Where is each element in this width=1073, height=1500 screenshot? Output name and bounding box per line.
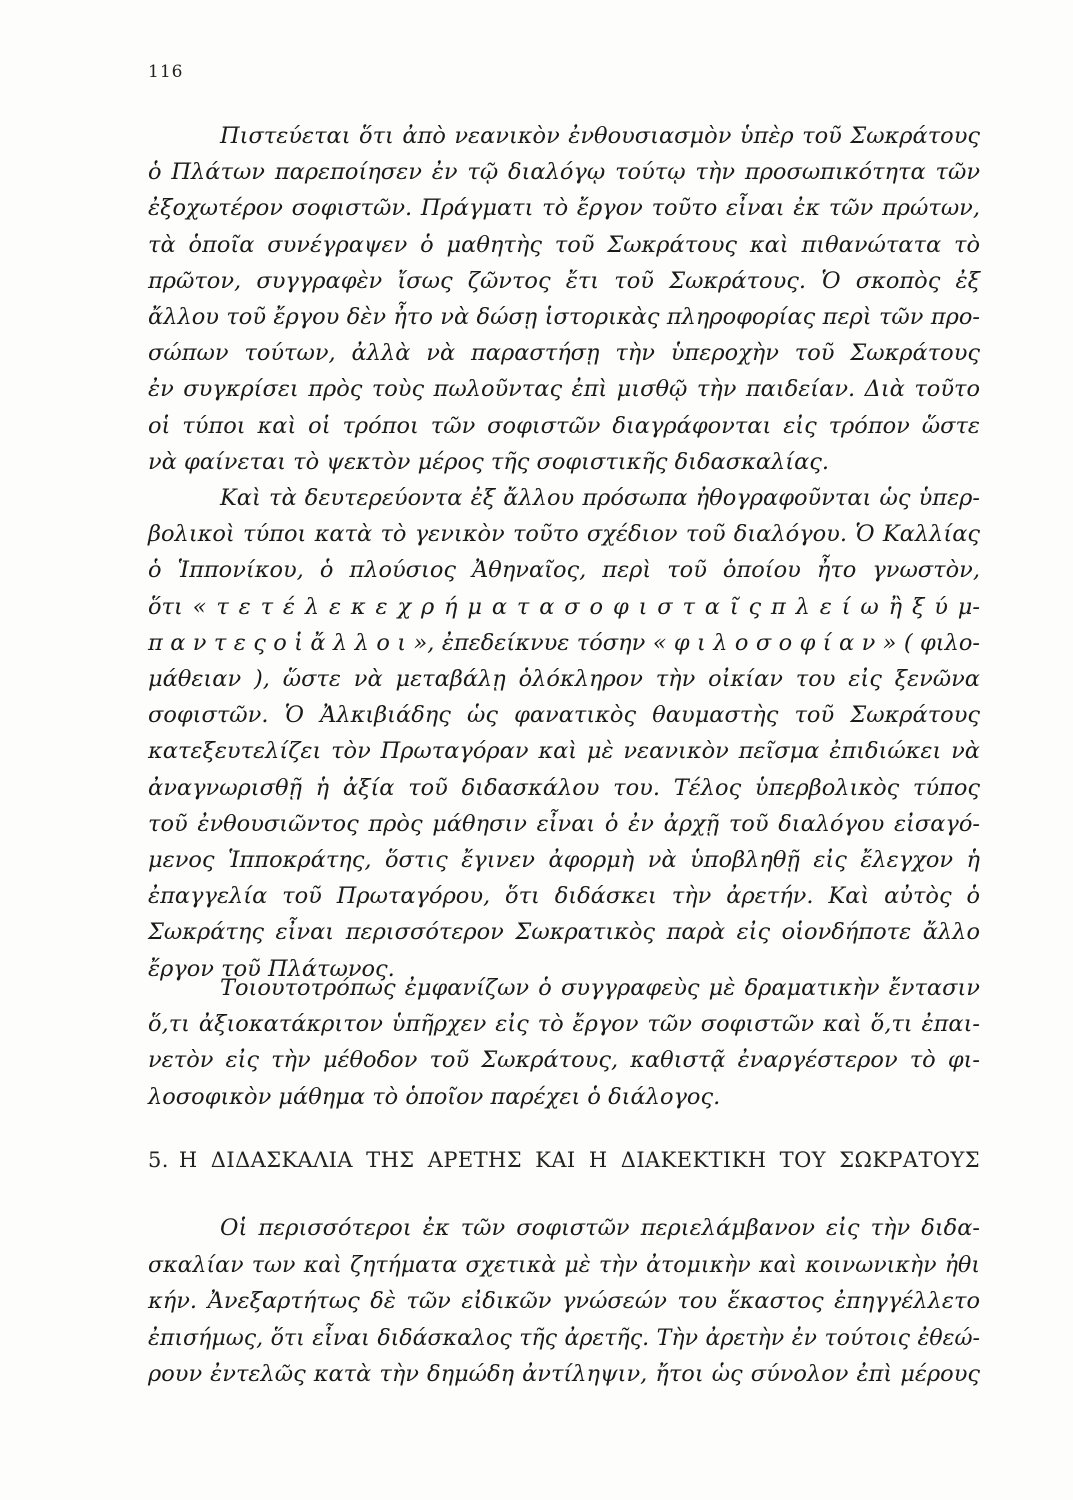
text-line: ἐπαγγελία τοῦ Πρωταγόρου, ὅτι διδάσκει τὴν ἀρετήν. Καὶ αὐτὸς ὁ [148, 883, 980, 910]
text-line: μενος Ἱπποκράτης, ὅστις ἔγινεν ἀφορμὴ νὰ ὑποβληθῇ εἰς ἔλεγχον ἡ [148, 847, 980, 874]
text-line: σκαλίαν των καὶ ζητήματα σχετικὰ μὲ τὴν ἀτομικὴν καὶ κοινωνικὴν ἠθι [148, 1251, 980, 1278]
text-line: ρουν ἐντελῶς κατὰ τὴν δημώδη ἀντίληψιν, ἤτοι ὡς σύνολον ἐπὶ μέρους [148, 1361, 980, 1387]
text-line: βολικοὶ τύποι κατὰ τὸ γενικὸν τοῦτο σχέδιον τοῦ διαλόγου. Ὁ Καλλίας [148, 521, 980, 548]
text-line: ἐν συγκρίσει πρὸς τοὺς πωλοῦντας ἐπὶ μισθῷ τὴν παιδείαν. Διὰ τοῦτο [148, 376, 980, 403]
text-line: νὰ φαίνεται τὸ ψεκτὸν μέρος τῆς σοφιστικῆς διδασκαλίας. [148, 448, 830, 475]
paragraph-2 [148, 480, 980, 987]
text-line: τοῦ ἐνθουσιῶντος πρὸς μάθησιν εἶναι ὁ ἐν ἀρχῇ τοῦ διαλόγου εἰσαγό- [148, 810, 980, 837]
text-line: ἐπισήμως, ὅτι εἶναι διδάσκαλος τῆς ἀρετῆς. Τὴν ἀρετὴν ἐν τούτοις ἐθεώ- [148, 1324, 980, 1351]
text-line: Οἱ περισσότεροι ἐκ τῶν σοφιστῶν περιελάμβανον εἰς τὴν διδα- [220, 1215, 980, 1241]
text-line: ἔργον τοῦ Πλάτωνος. [148, 955, 395, 982]
text-line: τὰ ὁποῖα συνέγραψεν ὁ μαθητὴς τοῦ Σωκράτους καὶ πιθανώτατα τὸ [148, 231, 980, 258]
text-line: λοσοφικὸν μάθημα τὸ ὁποῖον παρέχει ὁ διάλογος. [148, 1083, 721, 1110]
text-line: μάθειαν ), ὥστε νὰ μεταβάλῃ ὁλόκληρον τὴν οἰκίαν του εἰς ξενῶνα [148, 666, 980, 693]
text-line: κήν. Ἀνεξαρτήτως δὲ τῶν εἰδικῶν γνώσεών του ἕκαστος ἐπηγγέλλετο [148, 1288, 980, 1314]
section-heading [148, 1148, 980, 1172]
text-line: ὅτι « τ ε τ έ λ ε κ ε χ ρ ή μ α τ α σ ο φ ι σ τ α ῖ ς π λ ε ί ω ἢ ξ ύ μ- [148, 593, 980, 620]
section-number: 5. [148, 1148, 169, 1172]
section-title: Η ΔΙΔΑΣΚΑΛΙΑ ΤΗΣ ΑΡΕΤΗΣ ΚΑΙ Η ΔΙΑΚΕΚΤΙΚΗ ΤΟΥ ΣΩΚΡΑΤΟΥΣ [178, 1148, 980, 1172]
text-line: σώπων τούτων, ἀλλὰ νὰ παραστήσῃ τὴν ὑπεροχὴν τοῦ Σωκράτους [148, 340, 980, 367]
text-line: ὁ Πλάτων παρεποίησεν ἐν τῷ διαλόγῳ τούτῳ τὴν προσωπικότητα τῶν [148, 159, 980, 186]
text-line: σοφιστῶν. Ὁ Ἀλκιβιάδης ὡς φανατικὸς θαυμαστὴς τοῦ Σωκράτους [148, 702, 980, 729]
paragraph-1 [148, 118, 980, 480]
text-line: ὁ Ἱππονίκου, ὁ πλούσιος Ἀθηναῖος, περὶ τοῦ ὁποίου ἦτο γνωστὸν, [148, 557, 980, 584]
text-line: Σωκράτης εἶναι περισσότερον Σωκρατικὸς παρὰ εἰς οἱονδήποτε ἄλλο [148, 919, 980, 946]
text-line: κατεξευτελίζει τὸν Πρωταγόραν καὶ μὲ νεανικὸν πεῖσμα ἐπιδιώκει νὰ [148, 738, 980, 765]
text-line: ὅ,τι ἀξιοκατάκριτον ὑπῆρχεν εἰς τὸ ἔργον τῶν σοφιστῶν καὶ ὅ,τι ἐπαι- [148, 1011, 980, 1038]
text-line: ἐξοχωτέρον σοφιστῶν. Πράγματι τὸ ἔργον τοῦτο εἶναι ἐκ τῶν πρώτων, [148, 195, 980, 222]
text-line: ἄλλου τοῦ ἔργου δὲν ἦτο νὰ δώσῃ ἱστορικὰς πληροφορίας περὶ τῶν προ- [148, 304, 980, 331]
text-line: νετὸν εἰς τὴν μέθοδον τοῦ Σωκράτους, καθιστᾷ ἐναργέστερον τὸ φι- [148, 1047, 980, 1074]
text-line: Καὶ τὰ δευτερεύοντα ἐξ ἄλλου πρόσωπα ἠθογραφοῦνται ὡς ὑπερ- [220, 485, 980, 511]
paragraph-5 [148, 1210, 980, 1393]
page-number: 116 [148, 62, 184, 82]
text-line: πρῶτον, συγγραφὲν ἴσως ζῶντος ἔτι τοῦ Σωκράτους. Ὁ σκοπὸς ἐξ [148, 267, 980, 294]
text-line: Τοιουτοτρόπως ἐμφανίζων ὁ συγγραφεὺς μὲ δραματικὴν ἔντασιν [220, 975, 980, 1001]
text-line: οἱ τύποι καὶ οἱ τρόποι τῶν σοφιστῶν διαγράφονται εἰς τρόπον ὥστε [148, 412, 980, 439]
text-line: ἀναγνωρισθῇ ἡ ἀξία τοῦ διδασκάλου του. Τέλος ὑπερβολικὸς τύπος [148, 774, 980, 801]
text-line: π α ν τ ε ς ο ἱ ἄ λ λ ο ι », ἐπεδείκνυε τόσην « φ ι λ ο σ ο φ ί α ν » ( φιλο- [148, 629, 980, 656]
text-line: Πιστεύεται ὅτι ἀπὸ νεανικὸν ἐνθουσιασμὸν ὑπὲρ τοῦ Σωκράτους [220, 123, 980, 149]
paragraph-3 [148, 970, 980, 1115]
